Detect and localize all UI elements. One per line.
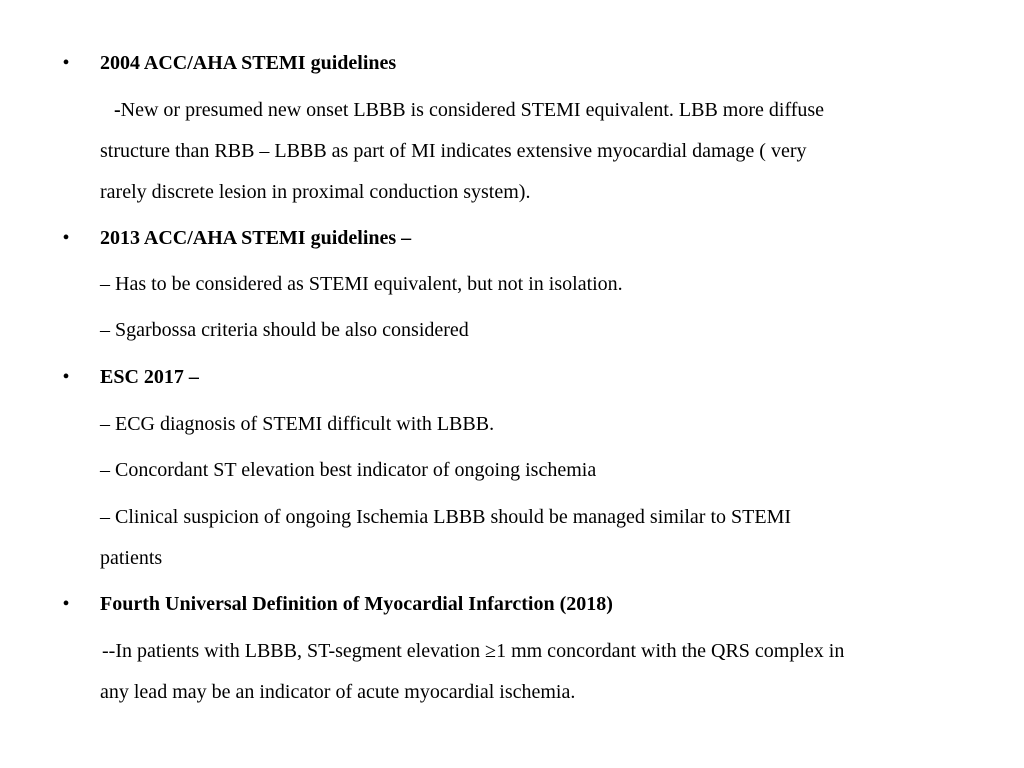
body-udmi-line-1: --In patients with LBBB, ST-segment elevation ≥1 mm concordant with the QRS complex in bbox=[102, 640, 845, 662]
body-esc-line-3: – Clinical suspicion of ongoing Ischemia LBBB should be managed similar to STEMI bbox=[100, 506, 792, 528]
body-2004-line-2: structure than RBB – LBBB as part of MI indicates extensive myocardial damage ( very bbox=[100, 140, 807, 162]
bullet-2004: • bbox=[62, 52, 70, 74]
heading-2013-acc-aha: 2013 ACC/AHA STEMI guidelines – bbox=[100, 227, 412, 249]
body-udmi-line-2: any lead may be an indicator of acute myocardial ischemia. bbox=[100, 681, 576, 703]
bullet-esc-2017: • bbox=[62, 366, 70, 388]
bullet-fourth-udmi: • bbox=[62, 593, 70, 615]
body-esc-line-1: – ECG diagnosis of STEMI difficult with LBBB. bbox=[100, 413, 495, 435]
body-2013-line-2: – Sgarbossa criteria should be also considered bbox=[100, 319, 469, 341]
body-esc-line-2: – Concordant ST elevation best indicator of ongoing ischemia bbox=[100, 459, 597, 481]
heading-fourth-udmi: Fourth Universal Definition of Myocardial Infarction (2018) bbox=[100, 593, 613, 615]
body-esc-line-4: patients bbox=[100, 547, 163, 569]
body-2013-line-1: – Has to be considered as STEMI equivalent, but not in isolation. bbox=[100, 273, 623, 295]
body-2004-line-1 bbox=[114, 98, 824, 122]
heading-esc-2017: ESC 2017 – bbox=[100, 366, 199, 388]
body-2004-line-1-lead: - bbox=[114, 99, 121, 121]
body-2004-line-1-text: New or presumed new onset LBBB is considered STEMI equivalent. LBB more diffuse bbox=[120, 99, 825, 121]
bullet-2013: • bbox=[62, 227, 70, 249]
heading-2004-acc-aha: 2004 ACC/AHA STEMI guidelines bbox=[100, 52, 397, 74]
body-2004-line-3: rarely discrete lesion in proximal conduction system). bbox=[100, 181, 531, 203]
